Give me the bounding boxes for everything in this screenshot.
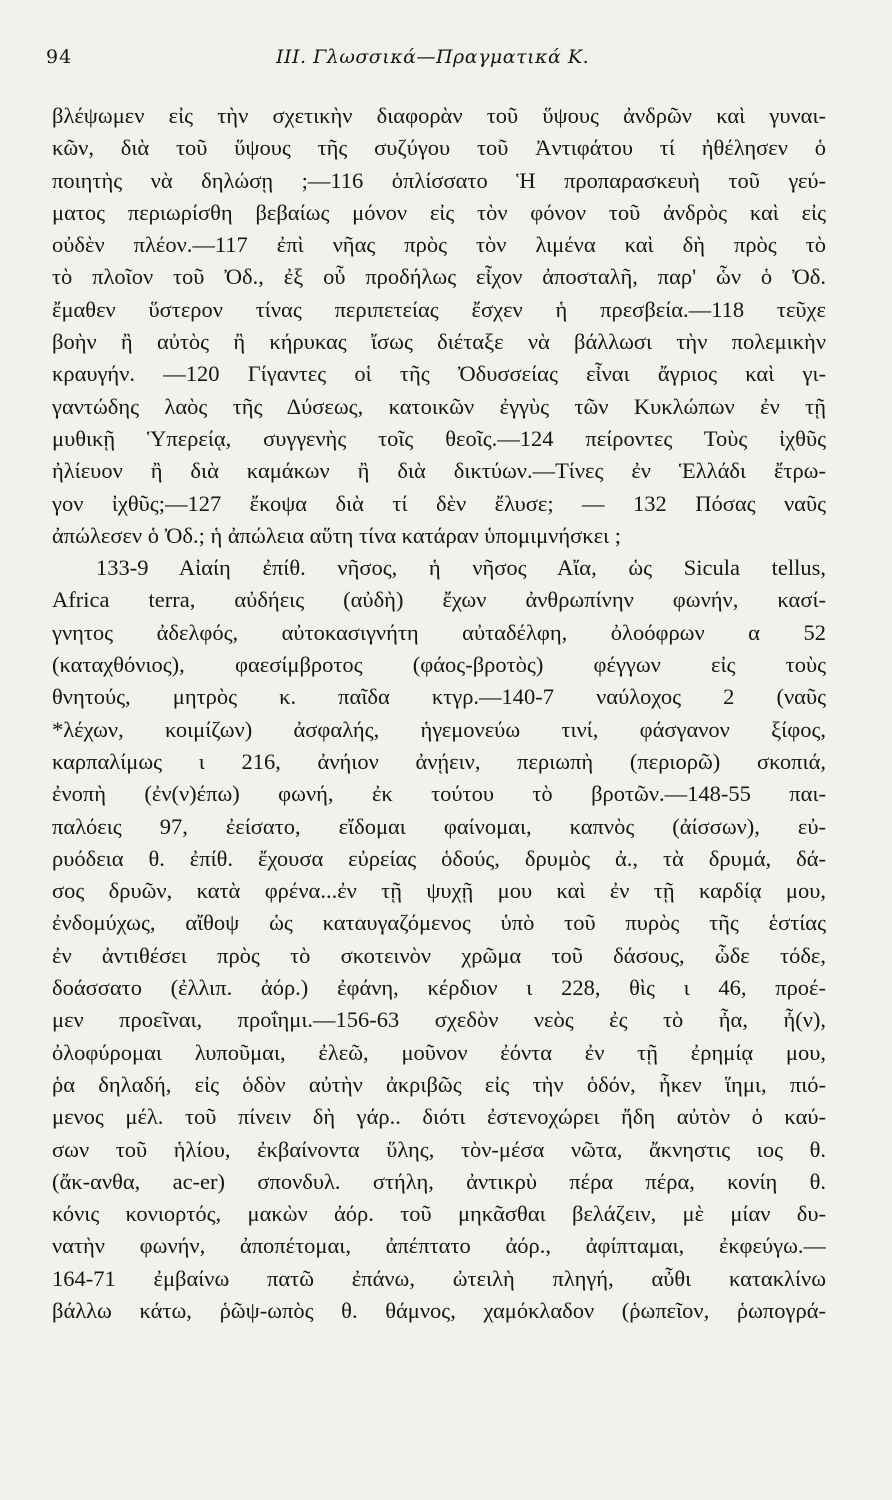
text-line: βλέψωμεν εἰς τὴν σχετικὴν διαφορὰν τοῦ ὕψους ἀνδρῶν καὶ γυναι- — [52, 103, 826, 128]
text-line: ἐν ἀντιθέσει πρὸς τὸ σκοτεινὸν χρῶμα τοῦ δάσους, ὧδε τόδε, — [52, 942, 826, 968]
text-line: βάλλω κάτω, ῥῶψ-ωπὸς θ. θάμνος, χαμόκλαδον (ῥωπεῖον, ῥωπογρά- — [52, 1297, 826, 1323]
text-line: σος δρυῶν, κατὰ φρένα...ἐν τῇ ψυχῇ μου καὶ ἐν τῇ καρδίᾳ μου, — [52, 878, 826, 904]
text-line: μεν προεῖναι, προΐημι.—156-63 σχεδὸν νεὸς ἐς τὸ ἦα, ἦ(ν), — [52, 1007, 826, 1033]
text-line: γον ἰχθῦς;—127 ἔκοψα διὰ τί δὲν ἔλυσε; — 132 Πόσας ναῦς — [52, 490, 826, 516]
page-header — [46, 46, 832, 76]
text-line: ὀλοφύρομαι λυποῦμαι, ἐλεῶ, μοῦνον ἐόντα ἐν τῇ ἐρημίᾳ μου, — [52, 1039, 826, 1065]
text-line — [52, 1327, 826, 1359]
text-line: νατὴν φωνήν, ἀποπέτομαι, ἀπέπτατο ἀόρ., ἀφίπταμαι, ἐκφεύγω.— — [52, 1233, 826, 1259]
text-line: γνητος ἀδελφός, αὐτοκασιγνήτη αὐταδέλφη, ὀλοόφρων α 52 — [52, 619, 826, 645]
text-line: κόνις κονιορτός, μακὼν ἀόρ. τοῦ μηκᾶσθαι βελάζειν, μὲ μίαν δυ- — [52, 1201, 826, 1227]
text-line: θνητούς, μητρὸς κ. παῖδα κτγρ.—140-7 ναύλοχος 2 (ναῦς — [52, 684, 826, 710]
text-line: Africa terra, αὐδήεις (αὐδὴ) ἔχων ἀνθρωπίνην φωνήν, κασί- — [52, 587, 826, 613]
text-line: 164-71 ἐμβαίνω πατῶ ἐπάνω, ὠτειλὴ πληγή, αὖθι κατακλίνω — [52, 1265, 826, 1291]
text-line: σων τοῦ ἡλίου, ἐκβαίνοντα ὕλης, τὸν-μέσα νῶτα, ἄκνηστις ιος θ. — [52, 1136, 826, 1162]
text-line: ἠλίευον ἢ διὰ καμάκων ἢ διὰ δικτύων.—Τίνες ἐν Ἑλλάδι ἔτρω- — [52, 458, 826, 484]
text-line: ποιητὴς νὰ δηλώσῃ ;—116 ὁπλίσσατο Ἡ προπαρασκευὴ τοῦ γεύ- — [52, 167, 826, 193]
text-line: μυθικῇ Ὑπερείᾳ, συγγενὴς τοῖς θεοῖς.—124 πείροντες Τοὺς ἰχθῦς — [52, 425, 826, 451]
text-line: ἐνδομύχως, αἴθοψ ὡς καταυγαζόμενος ὑπὸ τοῦ πυρὸς τῆς ἑστίας — [52, 910, 826, 936]
text-line: ἀπώλεσεν ὁ Ὀδ.; ἡ ἀπώλεια αὕτη τίνα κατάραν ὑπομιμνήσκει ; — [52, 522, 621, 548]
body-text — [52, 100, 826, 1360]
text-line: 133-9 Αἰαίη ἐπίθ. νῆσος, ἡ νῆσος Αἴα, ὡς Sicula tellus, — [96, 555, 826, 581]
text-line: ῥα δηλαδή, εἰς ὁδὸν αὐτὴν ἀκριβῶς εἰς τὴν ὁδόν, ἧκεν ἵημι, πιό- — [52, 1071, 826, 1097]
text-line: *λέχων, κοιμίζων) ἀσφαλής, ἡγεμονεύω τινί, φάσγανον ξίφος, — [52, 716, 826, 742]
text-line: παλόεις 97, ἐείσατο, εἴδομαι φαίνομαι, καπνὸς (ἀίσσων), εὐ- — [52, 813, 826, 839]
text-line: μενος μέλ. τοῦ πίνειν δὴ γάρ.. διότι ἐστενοχώρει ἤδη αὐτὸν ὁ καύ- — [52, 1104, 826, 1130]
text-line: ρυόδεια θ. ἐπίθ. ἔχουσα εὐρείας ὁδούς, δρυμὸς ἀ., τὰ δρυμά, δά- — [52, 845, 826, 871]
page-number: 94 — [46, 46, 73, 68]
text-line: γαντώδης λαὸς τῆς Δύσεως, κατοικῶν ἐγγὺς τῶν Κυκλώπων ἐν τῇ — [52, 393, 826, 419]
running-title: ΙΙΙ. Γλωσσικά—Πραγματικά Κ. — [276, 46, 590, 68]
text-line: καρπαλίμως ι 216, ἀνήιον ἀνῄειν, περιωπὴ (περιορῶ) σκοπιά, — [52, 748, 826, 774]
text-line: οὐδὲν πλέον.—117 ἐπὶ νῆας πρὸς τὸν λιμένα καὶ δὴ πρὸς τὸ — [52, 232, 826, 258]
text-line: (καταχθόνιος), φαεσίμβροτος (φάος-βροτὸς) φέγγων εἰς τοὺς — [52, 652, 826, 678]
text-line: τὸ πλοῖον τοῦ Ὀδ., ἐξ οὗ προδήλως εἶχον ἀποσταλῆ, παρ' ὧν ὁ Ὀδ. — [52, 264, 826, 290]
text-line: κῶν, διὰ τοῦ ὕψους τῆς συζύγου τοῦ Ἀντιφάτου τί ἠθέλησεν ὁ — [52, 135, 826, 161]
text-line: ματος περιωρίσθη βεβαίως μόνον εἰς τὸν φόνον τοῦ ἀνδρὸς καὶ εἰς — [52, 199, 826, 225]
text-line: ἐνοπὴ (ἐν(ν)έπω) φωνή, ἐκ τούτου τὸ βροτῶν.—148-55 παι- — [52, 781, 826, 807]
text-line: κραυγήν. —120 Γίγαντες οἱ τῆς Ὀδυσσείας εἶναι ἄγριος καὶ γι- — [52, 361, 826, 387]
text-line: δοάσσατο (ἐλλιπ. ἀόρ.) ἐφάνη, κέρδιον ι 228, θὶς ι 46, προέ- — [52, 975, 826, 1001]
text-line: (ἄκ-ανθα, ac-er) σπονδυλ. στήλη, ἀντικρὺ πέρα πέρα, κονίη θ. — [52, 1168, 826, 1194]
text-line: βοὴν ἢ αὐτὸς ἢ κήρυκας ἴσως διέταξε νὰ βάλλωσι τὴν πολεμικὴν — [52, 329, 826, 355]
text-line: ἔμαθεν ὕστερον τίνας περιπετείας ἔσχεν ἡ πρεσβεία.—118 τεῦχε — [52, 296, 826, 322]
